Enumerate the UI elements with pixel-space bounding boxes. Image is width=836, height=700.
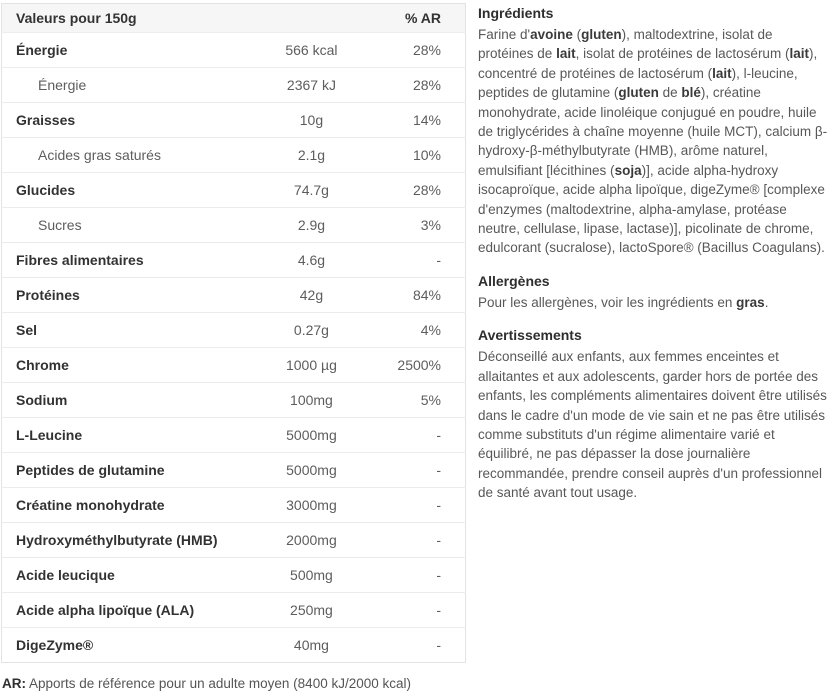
row-ar-percent: -	[396, 488, 465, 523]
table-row	[2, 33, 466, 68]
row-amount: 4.6g	[226, 243, 396, 278]
bold-text: soja	[614, 162, 642, 178]
row-label: Peptides de glutamine	[2, 453, 227, 488]
footnote-prefix: AR:	[2, 676, 26, 691]
text: de	[658, 85, 682, 101]
row-amount: 500mg	[226, 558, 396, 593]
table-row	[2, 208, 466, 243]
table-row	[2, 68, 466, 103]
row-amount: 40mg	[293, 637, 329, 653]
table-row	[2, 138, 466, 173]
row-label: Glucides	[2, 173, 227, 208]
row-label: Énergie	[2, 33, 227, 68]
info-column	[478, 0, 830, 513]
row-ar-percent: 28%	[396, 68, 465, 103]
reference-footnote	[2, 676, 466, 691]
bold-text: lait	[789, 46, 809, 62]
bold-text: blé	[681, 85, 701, 101]
row-label: Énergie	[2, 68, 227, 103]
text: Déconseillé aux enfants, aux femmes enceintes et allaitantes et aux adolescents, garder hors de portée des enfants, les compléments alimentaires doivent être utilisés dans le cadre d'un mode de vie sain et ne pas être utilisés comme substituts d'un régime alimentaire varié et équilibré, ne pas dépasser la dose journalière recommandée, prendre conseil auprès d'un professionnel de santé avant tout usage.	[478, 349, 827, 501]
row-ar-percent: -	[396, 453, 465, 488]
row-ar-percent: 4%	[396, 313, 465, 348]
text: ), l-leucine, peptides de glutamine (	[478, 65, 798, 101]
warnings-heading: Avertissements	[478, 327, 582, 344]
row-label: Graisses	[2, 103, 227, 138]
table-row	[2, 593, 466, 628]
row-ar-percent: -	[436, 637, 441, 653]
row-amount: 250mg	[226, 593, 396, 628]
text: ), créatine monohydrate, acide linoléique conjugué en poudre, huile de triglycérides à chaîne moyenne (huile MCT), calcium β-hydroxy-β-méthylbutyrate (HMB), arôme naturel, emulsifiant [lécithines (	[478, 85, 828, 178]
row-amount: 5000mg	[226, 453, 396, 488]
text: (	[572, 27, 582, 42]
row-ar-percent: -	[396, 593, 465, 628]
table-row	[2, 348, 466, 383]
nutrition-table-column	[1, 3, 466, 691]
row-ar-percent: 28%	[396, 33, 465, 68]
row-amount: 2367 kJ	[226, 68, 396, 103]
warnings-section	[478, 322, 830, 502]
row-label: Chrome	[2, 348, 227, 383]
ingredients-section	[478, 0, 830, 258]
row-ar-percent: -	[396, 418, 465, 453]
row-label: Sodium	[2, 383, 227, 418]
table-row	[2, 243, 466, 278]
row-ar-percent: 14%	[396, 103, 465, 138]
warnings-text	[478, 347, 830, 502]
nutrition-table-head	[2, 4, 466, 33]
row-amount: 566 kcal	[226, 33, 396, 68]
row-amount: 2000mg	[226, 523, 396, 558]
text: Pour les allergènes, voir les ingrédients en	[478, 294, 737, 310]
footnote-text: Apports de référence pour un adulte moyen (8400 kJ/2000 kcal)	[29, 676, 411, 691]
row-amount: 2.9g	[226, 208, 396, 243]
bold-text: gluten	[618, 85, 659, 101]
row-label: Fibres alimentaires	[2, 243, 227, 278]
row-amount: 5000mg	[226, 418, 396, 453]
row-label: Protéines	[2, 278, 227, 313]
nutrition-table	[1, 3, 466, 663]
row-ar-percent: -	[396, 558, 465, 593]
row-amount: 2.1g	[226, 138, 396, 173]
row-label: Acide alpha lipoïque (ALA)	[2, 593, 227, 628]
bold-text: lait	[556, 46, 576, 62]
row-amount: 0.27g	[226, 313, 396, 348]
table-row	[2, 558, 466, 593]
bold-text: gras	[736, 294, 765, 310]
row-amount: 1000 µg	[226, 348, 396, 383]
table-row	[2, 453, 466, 488]
text: )], acide alpha-hydroxy isocaproïque, acide alpha lipoïque, digeZyme® [complexe d'enzymes (maltodextrine, alpha-amylase, protéase neutre, cellulase, lipase, lactase)], picolinate de chrome, edulcorant (sucralose), lactoSpore® (Bacillus Coagulans).	[478, 162, 825, 256]
ingredients-heading: Ingrédients	[478, 5, 554, 21]
row-ar-percent: 2500%	[396, 348, 465, 383]
table-row	[2, 628, 466, 663]
row-amount: 3000mg	[226, 488, 396, 523]
table-row	[2, 488, 466, 523]
row-ar-percent: 10%	[396, 138, 465, 173]
row-label: Sucres	[2, 208, 227, 243]
allergens-text	[478, 293, 830, 312]
row-ar-percent: 5%	[396, 383, 465, 418]
table-row	[2, 173, 466, 208]
text: , isolat de protéines de lactosérum (	[575, 46, 790, 62]
row-label: Acides gras saturés	[2, 138, 227, 173]
row-amount: 42g	[226, 278, 396, 313]
bold-text: lait	[712, 65, 732, 81]
table-row	[2, 313, 466, 348]
row-ar-percent: -	[396, 243, 465, 278]
ingredients-text	[478, 25, 830, 258]
text: Farine d'	[478, 27, 531, 42]
row-label: Sel	[2, 313, 227, 348]
table-header-values-label: Valeurs pour 150g	[2, 4, 227, 33]
allergens-heading: Allergènes	[478, 272, 550, 289]
row-amount: 10g	[226, 103, 396, 138]
nutrition-table-body	[2, 33, 466, 663]
row-ar-percent: 84%	[396, 278, 465, 313]
row-amount: 74.7g	[226, 173, 396, 208]
row-label: Créatine monohydrate	[2, 488, 227, 523]
bold-text: gluten	[581, 27, 622, 42]
text: .	[764, 294, 769, 310]
table-row	[2, 383, 466, 418]
row-label: DigeZyme®	[16, 637, 94, 653]
row-label: Acide leucique	[2, 558, 227, 593]
row-amount: 100mg	[226, 383, 396, 418]
table-row	[2, 278, 466, 313]
table-header-amount-spacer	[226, 4, 396, 33]
text: ), concentré de protéines de lactosérum (	[478, 46, 818, 81]
text: ), maltodextrine, isolat de protéines de	[478, 27, 773, 62]
table-row	[2, 418, 466, 453]
table-header-ar-label: % AR	[396, 4, 465, 33]
row-label: Hydroxyméthylbutyrate (HMB)	[2, 523, 227, 558]
table-row	[2, 523, 466, 558]
row-ar-percent: -	[396, 523, 465, 558]
allergens-section	[478, 268, 830, 312]
row-label: L-Leucine	[2, 418, 227, 453]
bold-text: avoine	[530, 27, 573, 42]
table-row	[2, 103, 466, 138]
row-ar-percent: 28%	[396, 173, 465, 208]
table-header-row	[2, 4, 466, 33]
row-ar-percent: 3%	[396, 208, 465, 243]
